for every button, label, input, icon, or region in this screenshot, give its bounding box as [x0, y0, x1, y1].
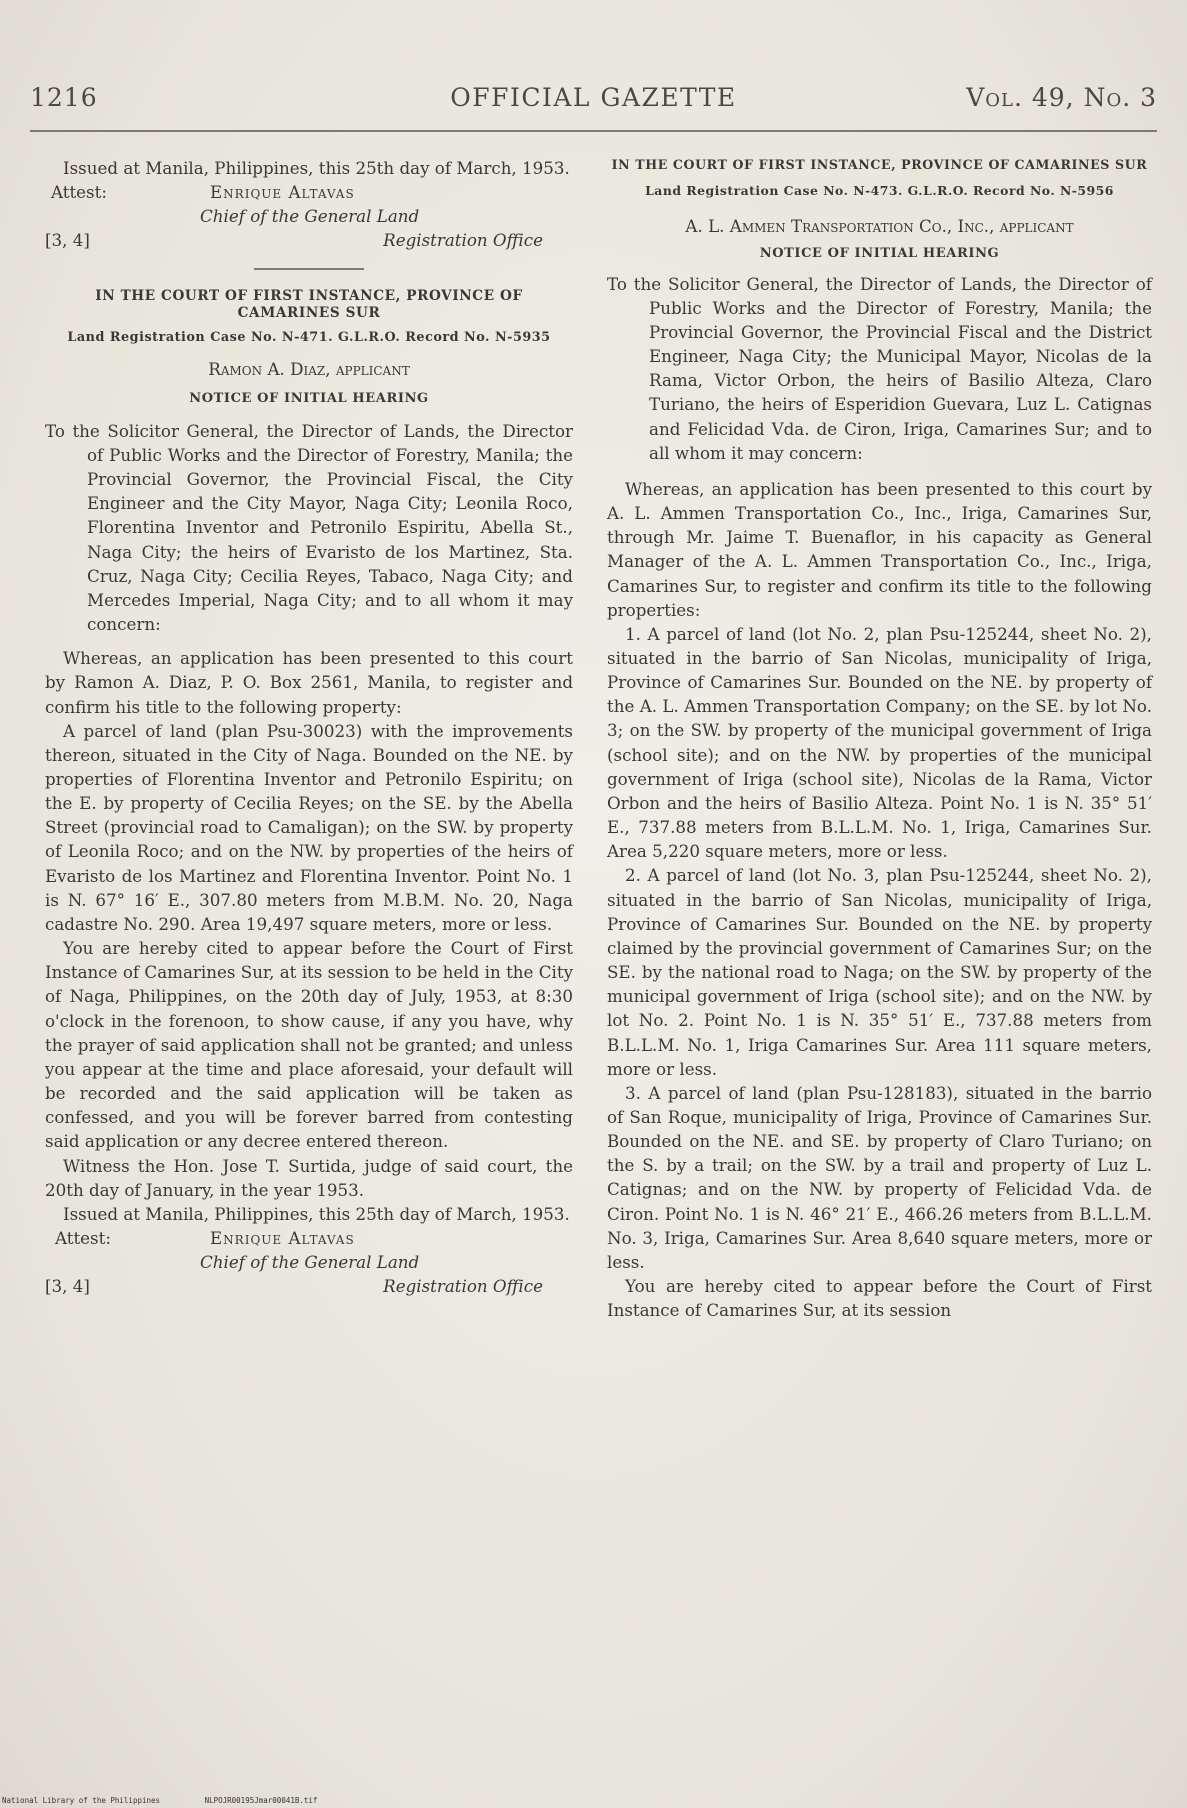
- library-credit: National Library of the Philippines: [2, 1796, 161, 1805]
- notice-heading-2: NOTICE OF INITIAL HEARING: [759, 245, 1000, 261]
- citation-paragraph-2: You are hereby cited to appear before the Court of First Instance of Camarines Sur, at its session: [607, 1276, 1152, 1321]
- parcel-description: A parcel of land (plan Psu-30023) with the improvements thereon, situated in the City of Naga. Bounded on the NE. by properties of Florentina Inventor and Petronilo Espiritu; on the E. by property of Cecilia Reyes; on the SE. by the Abella Street (provincial road to Camaligan); on the SW. by property of Leonila Roco; and on the NW. by properties of the heirs of Evaristo de los Martinez and Florentina Inventor. Point No. 1 is N. 67° 16′ E., 307.80 meters from M.B.M. No. 20, Naga cadastre No. 290. Area 19,497 square meters, more or less.: [45, 720, 573, 934]
- whereas-paragraph-2: Whereas, an application has been presented to this court by A. L. Ammen Transportation Co., Inc., Iriga, Camarines Sur, through Mr. Jaime T. Buenaflor, in his capacity as General Manager of the A. L. Ammen Transportation Co., Inc., Iriga, Camarines Sur, to register and confirm its title to the following properties:: [607, 478, 1152, 620]
- addressees-paragraph: To the Solicitor General, the Director of Lands, the Director of Public Works and the Director of Forestry, Manila; the Provincial Governor, the Provincial Fiscal, the City Engineer and the City Mayor, Naga City; Leonila Roco, Florentina Inventor and Petronilo Espiritu, Abella St., Naga City; the heirs of Evaristo de los Martinez, Sta. Cruz, Naga City; Cecilia Reyes, Tabaco, Naga City; and Mercedes Imperial, Naga City; and to all whom it may concern:: [45, 420, 573, 635]
- parcel-3-description: 3. A parcel of land (plan Psu-128183), situated in the barrio of San Roque, municipality of Iriga, Province of Camarines Sur. Bounded on the NE. and SE. by property of Claro Turiano; on the S. by a trail; on the SW. by a trail and property of Luz L. Catignas; and on the NW. by property of Felicidad Vda. de Ciron. Point No. 1 is N. 46° 21′ E., 466.26 meters from B.L.L.M. No. 3, Iriga, Camarines Sur. Area 8,640 square meters, more or less.: [607, 1082, 1152, 1272]
- witness-paragraph: Witness the Hon. Jose T. Surtida, judge of said court, the 20th day of January, in the year 1953.: [45, 1155, 573, 1200]
- attestation-block-2: [45, 1226, 573, 1302]
- case-number-line-2: Land Registration Case No. N-473. G.L.R.O. Record No. N-5956: [645, 183, 1114, 198]
- attest-title-line1: Chief of the General Land: [200, 206, 420, 227]
- applicant-line: Ramon A. Diaz, applicant: [208, 358, 410, 379]
- attest-name: Enrique Altavas: [210, 182, 355, 203]
- issued-statement-2: Issued at Manila, Philippines, this 25th day of March, 1953.: [63, 1203, 570, 1224]
- volume-number: Vol. 49, No. 3: [966, 83, 1157, 112]
- court-heading-2: IN THE COURT OF FIRST INSTANCE, PROVINCE OF CAMARINES SUR: [611, 157, 1148, 172]
- parcel-2-description: 2. A parcel of land (lot No. 3, plan Psu-125244, sheet No. 2), situated in the barrio of San Nicolas, municipality of Iriga, Province of Camarines Sur. Bounded on the NE. by property claimed by the provincial government of Camarines Sur; on the SE. by the national road to Naga; on the SW. by property of the municipal government of Iriga (school site); and on the NW. by lot No. 2. Point No. 1 is N. 35° 51′ E., 737.88 meters from B.L.L.M. No. 1, Iriga Camarines Sur. Area 111 square meters, more or less.: [607, 865, 1152, 1079]
- attestation-block: [45, 180, 573, 256]
- parcel-1-description: 1. A parcel of land (lot No. 2, plan Psu-125244, sheet No. 2), situated in the barrio of San Nicolas, municipality of Iriga, Province of Camarines Sur. Bounded on the NE. by property of the A. L. Ammen Transportation Company; on the SE. by lot No. 3; on the SW. by property of the municipal government of Iriga (school site); and on the NW. by properties of the municipal government of Iriga (school site), Nicolas de la Rama, Victor Orbon and the heirs of Basilio Alteza. Point No. 1 is N. 35° 51′ E., 737.88 meters from B.L.L.M. No. 1, Iriga, Camarines Sur. Area 5,220 square meters, more or less.: [607, 623, 1152, 862]
- publication-ref-2: [3, 4]: [45, 1275, 90, 1296]
- left-column: [45, 156, 573, 1302]
- applicant-line-2: A. L. Ammen Transportation Co., Inc., applicant: [685, 215, 1074, 236]
- whereas-paragraph: Whereas, an application has been presented to this court by Ramon A. Diaz, P. O. Box 2561, Manila, to register and confirm his title to the following property:: [45, 648, 573, 717]
- attest-title-line1-2: Chief of the General Land: [200, 1251, 420, 1272]
- court-heading: IN THE COURT OF FIRST INSTANCE, PROVINCE OF CAMARINES SUR: [95, 288, 523, 322]
- divider: [254, 268, 364, 270]
- notice-heading: NOTICE OF INITIAL HEARING: [189, 390, 429, 406]
- case-number-line: Land Registration Case No. N-471. G.L.R.O. Record No. N-5935: [67, 330, 551, 346]
- publication-ref: [3, 4]: [45, 230, 90, 251]
- addressees-paragraph-2: To the Solicitor General, the Director of Lands, the Director of Public Works and the Director of Forestry, Manila; the Provincial Governor, the Provincial Fiscal and the District Engineer, Naga City; the Municipal Mayor, Nicolas de la Rama, Victor Orbon, the heirs of Basilio Alteza, Claro Turiano, the heirs of Esperidion Guevara, Luz L. Catignas and Felicidad Vda. de Ciron, Iriga, Camarines Sur; and to all whom it may concern:: [607, 273, 1152, 463]
- citation-paragraph: You are hereby cited to appear before the Court of First Instance of Camarines Sur, at its session to be held in the City of Naga, Philippines, on the 20th day of July, 1953, at 8:30 o'clock in the forenoon, to show cause, if any you have, why the prayer of said application shall not be granted; and unless you appear at the time and place aforesaid, your default will be recorded and the said application will be taken as confessed, and you will be forever barred from contesting said application or any decree entered thereon.: [45, 938, 573, 1152]
- publication-title: OFFICIAL GAZETTE: [450, 83, 737, 112]
- attest-label: Attest:: [51, 182, 107, 203]
- attest-label-2: Attest:: [55, 1227, 111, 1248]
- header-rule: [30, 130, 1157, 132]
- attest-name-2: Enrique Altavas: [210, 1227, 355, 1248]
- right-column: [607, 156, 1152, 1322]
- file-name: NLPOJR00195Jmar00041B.tif: [204, 1796, 318, 1805]
- page-number: 1216: [30, 83, 98, 112]
- attest-title-line2-2: Registration Office: [383, 1275, 543, 1296]
- page-header: [30, 83, 1157, 123]
- scan-footer: [2, 1796, 357, 1805]
- issued-statement: Issued at Manila, Philippines, this 25th day of March, 1953.: [63, 158, 570, 178]
- attest-title-line2: Registration Office: [383, 230, 543, 251]
